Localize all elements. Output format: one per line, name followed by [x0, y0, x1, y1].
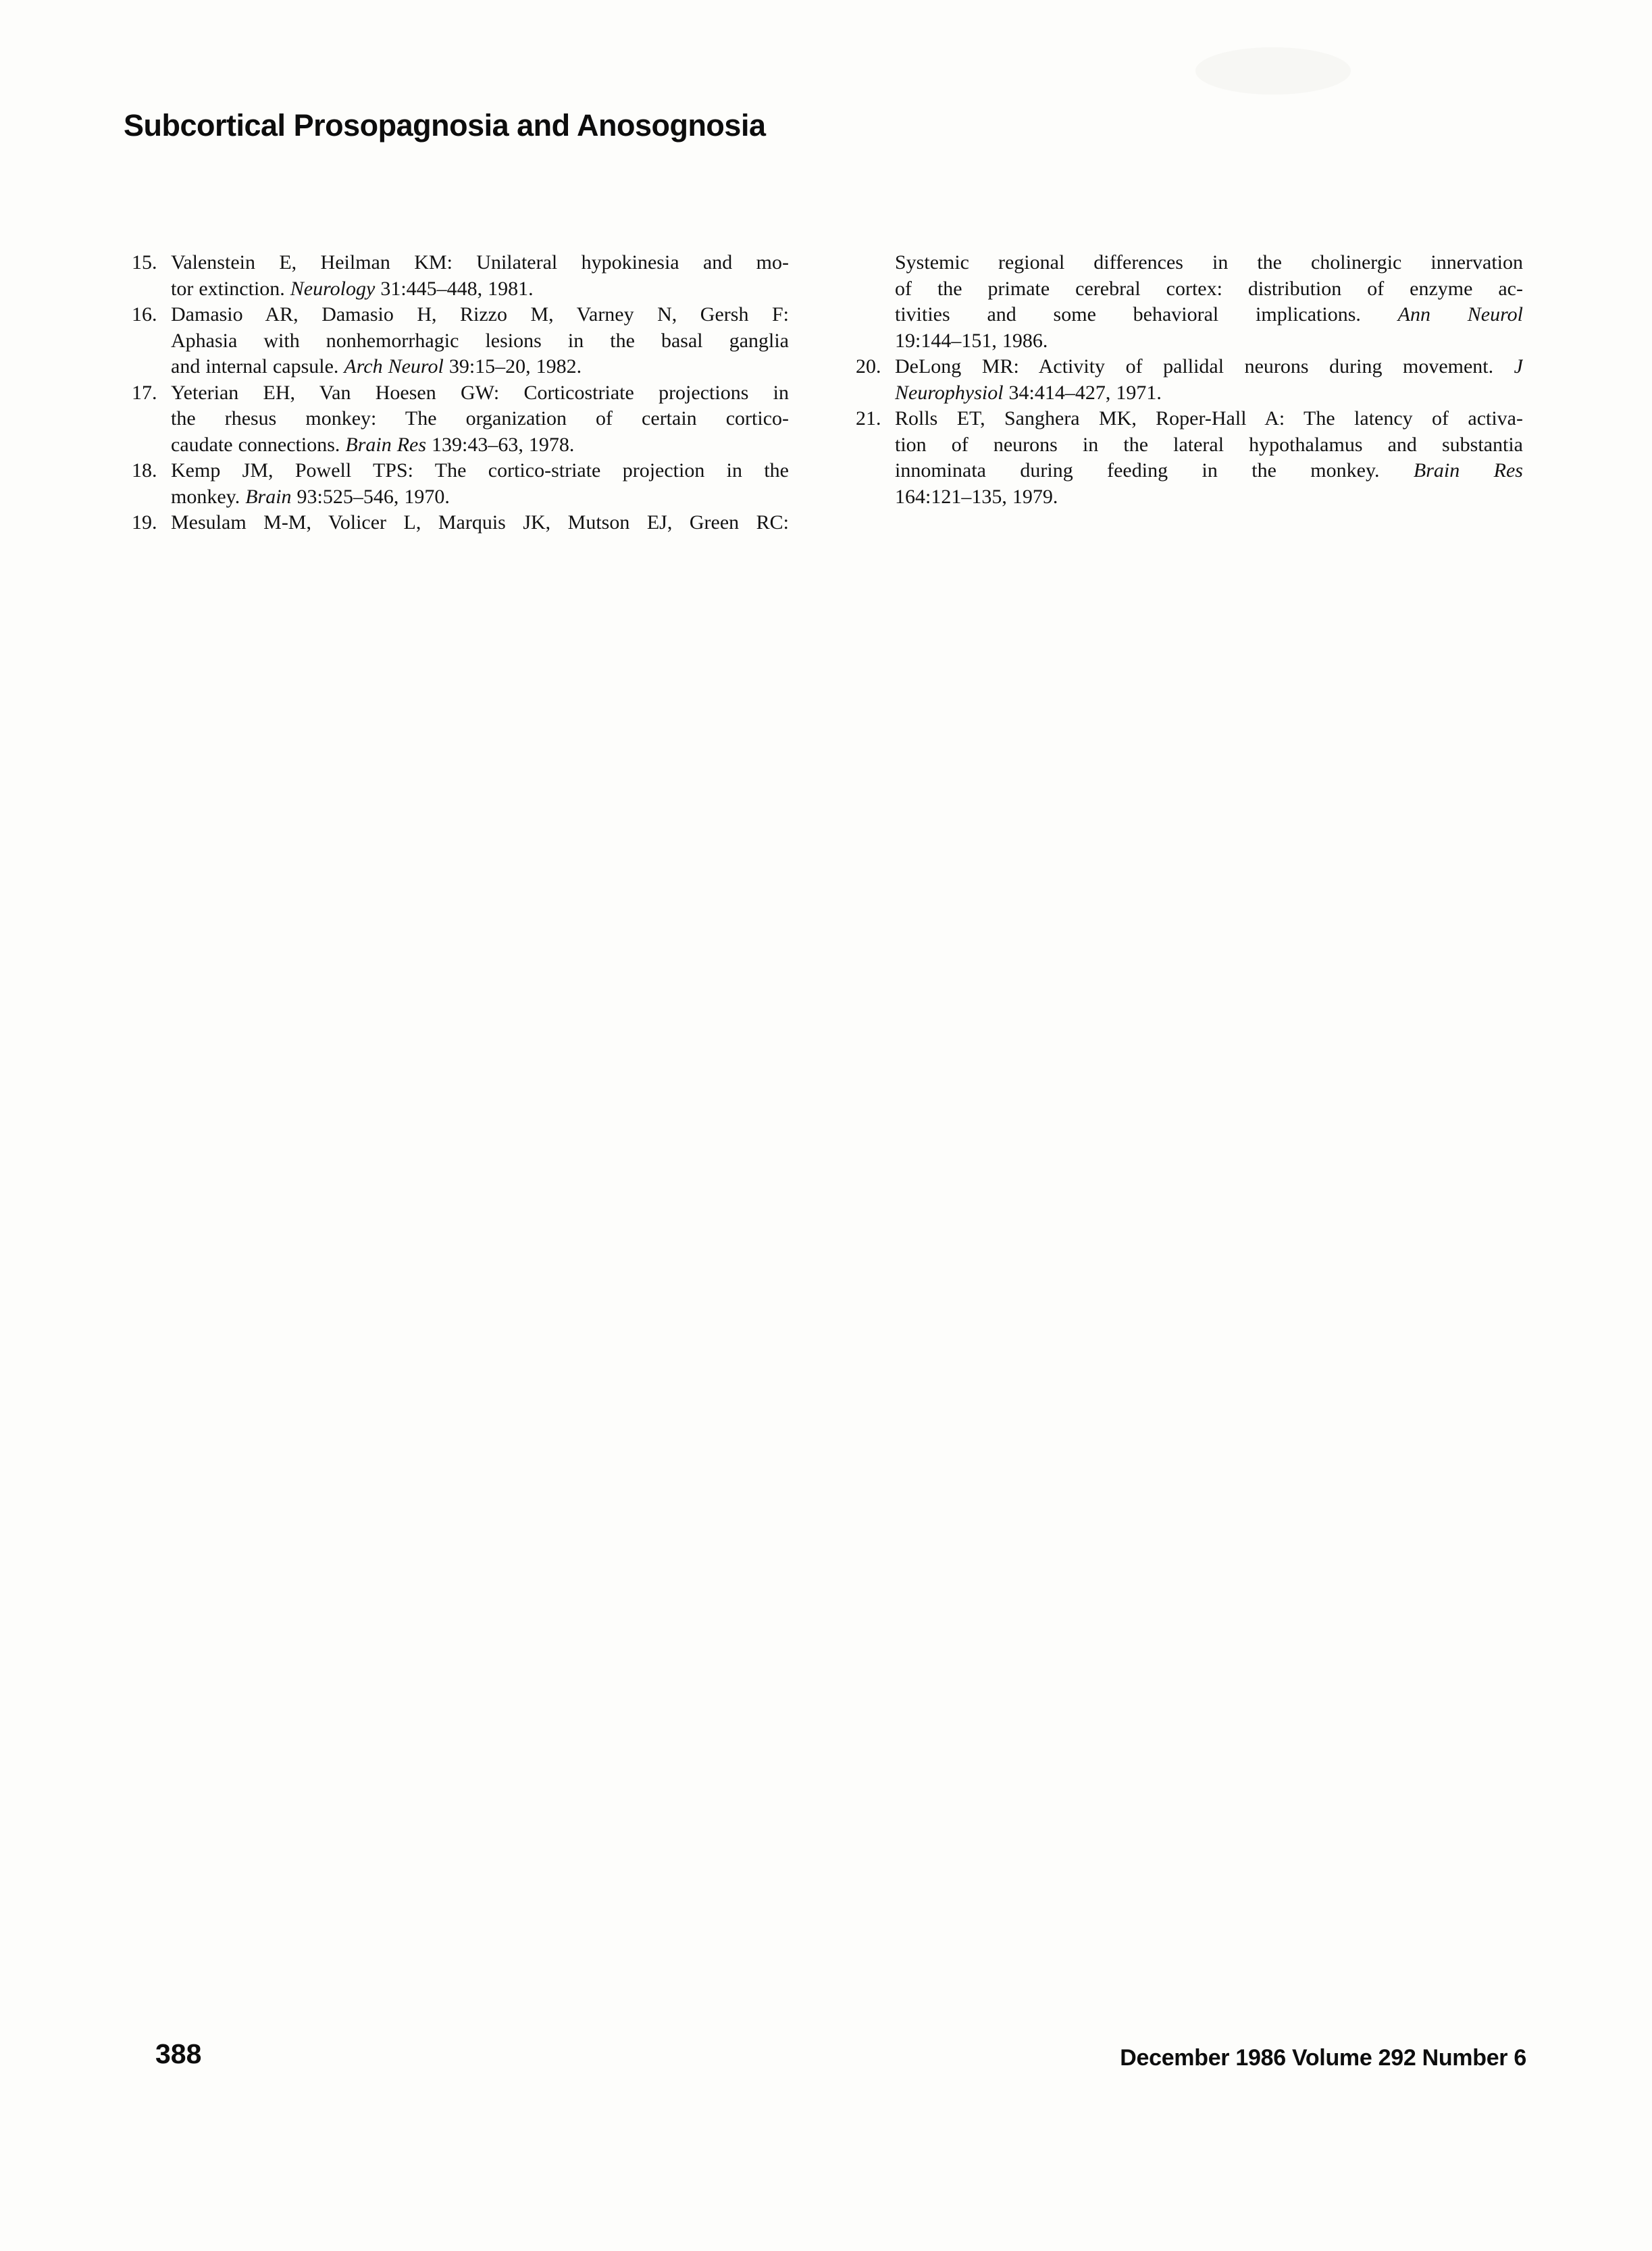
reference-number: 17.	[132, 381, 157, 404]
reference-text: caudate connections.	[171, 433, 346, 456]
scan-smudge	[1195, 47, 1351, 95]
journal-name: Brain	[245, 485, 292, 508]
reference-line	[171, 276, 789, 303]
reference-line	[895, 380, 1523, 407]
journal-name: Ann Neurol	[1397, 303, 1523, 326]
reference-line	[895, 302, 1523, 328]
reference-text: innominata during feeding in the monkey.	[895, 459, 1414, 482]
reference-text: Aphasia with nonhemorrhagic lesions in the basal ganglia	[171, 329, 789, 352]
reference-number: 19.	[132, 511, 157, 534]
reference-text: 19:144–151, 1986.	[895, 329, 1048, 352]
reference-line	[895, 484, 1523, 511]
reference-line	[895, 354, 1523, 380]
reference-text: 31:445–448, 1981.	[375, 277, 534, 300]
reference-line	[895, 328, 1523, 355]
reference-text: of the primate cerebral cortex: distribution of enzyme ac-	[895, 277, 1523, 300]
page-number: 388	[155, 2038, 202, 2069]
reference-text: tion of neurons in the lateral hypothalamus and substantia	[895, 433, 1523, 456]
reference-number: 16.	[132, 303, 157, 326]
reference-text: Mesulam M-M, Volicer L, Marquis JK, Mutson EJ, Green RC:	[171, 511, 789, 534]
reference-line	[895, 250, 1523, 276]
reference-text: DeLong MR: Activity of pallidal neurons during movement.	[895, 355, 1514, 378]
reference-text: 39:15–20, 1982.	[443, 355, 582, 378]
reference-text: Damasio AR, Damasio H, Rizzo M, Varney N, Gersh F:	[171, 303, 789, 326]
references-column-right	[856, 250, 1523, 510]
reference-text: monkey.	[171, 485, 246, 508]
reference-line	[895, 406, 1523, 432]
running-head-title: Subcortical Prosopagnosia and Anosognosia	[124, 108, 766, 143]
reference-text: Systemic regional differences in the cholinergic innervation	[895, 251, 1523, 274]
reference-text: the rhesus monkey: The organization of certain cortico-	[171, 407, 789, 430]
reference-text: Kemp JM, Powell TPS: The cortico-striate projection in the	[171, 459, 789, 482]
reference-line	[171, 510, 789, 536]
reference-text: 139:43–63, 1978.	[426, 433, 575, 456]
reference-line	[171, 302, 789, 328]
journal-name: Neurology	[290, 277, 376, 300]
reference-text: Yeterian EH, Van Hoesen GW: Corticostriate projections in	[171, 381, 789, 404]
reference-line	[171, 432, 789, 459]
reference-text: and internal capsule.	[171, 355, 344, 378]
reference-line	[171, 484, 789, 511]
reference-text: 164:121–135, 1979.	[895, 485, 1058, 508]
reference-item	[132, 458, 789, 510]
journal-name: Arch Neurol	[344, 355, 444, 378]
issue-info: December 1986 Volume 292 Number 6	[1120, 2045, 1526, 2071]
reference-line	[171, 380, 789, 407]
reference-line	[171, 250, 789, 276]
reference-text: tor extinction.	[171, 277, 290, 300]
reference-item	[132, 302, 789, 380]
reference-text: tivities and some behavioral implications.	[895, 303, 1398, 326]
reference-item	[856, 354, 1523, 406]
reference-line	[895, 432, 1523, 459]
reference-line	[171, 406, 789, 432]
reference-text: Rolls ET, Sanghera MK, Roper-Hall A: The latency of activa-	[895, 407, 1523, 430]
journal-name: Brain Res	[1413, 459, 1523, 482]
reference-line	[895, 458, 1523, 484]
reference-item	[856, 406, 1523, 510]
reference-line	[171, 354, 789, 380]
reference-text: Valenstein E, Heilman KM: Unilateral hypokinesia and mo-	[171, 251, 789, 274]
reference-item	[132, 250, 789, 302]
references-column-left	[132, 250, 789, 536]
reference-number: 21.	[856, 407, 881, 430]
reference-item	[132, 510, 789, 536]
reference-text: 93:525–546, 1970.	[291, 485, 450, 508]
reference-line	[171, 328, 789, 355]
reference-number: 18.	[132, 459, 157, 482]
reference-text: 34:414–427, 1971.	[1003, 381, 1162, 404]
reference-number: 15.	[132, 251, 157, 274]
reference-item	[856, 250, 1523, 354]
journal-name: Brain Res	[345, 433, 427, 456]
reference-item	[132, 380, 789, 459]
journal-name: J	[1514, 355, 1523, 378]
reference-line	[895, 276, 1523, 303]
journal-name: Neurophysiol	[895, 381, 1004, 404]
reference-number: 20.	[856, 355, 881, 378]
reference-line	[171, 458, 789, 484]
